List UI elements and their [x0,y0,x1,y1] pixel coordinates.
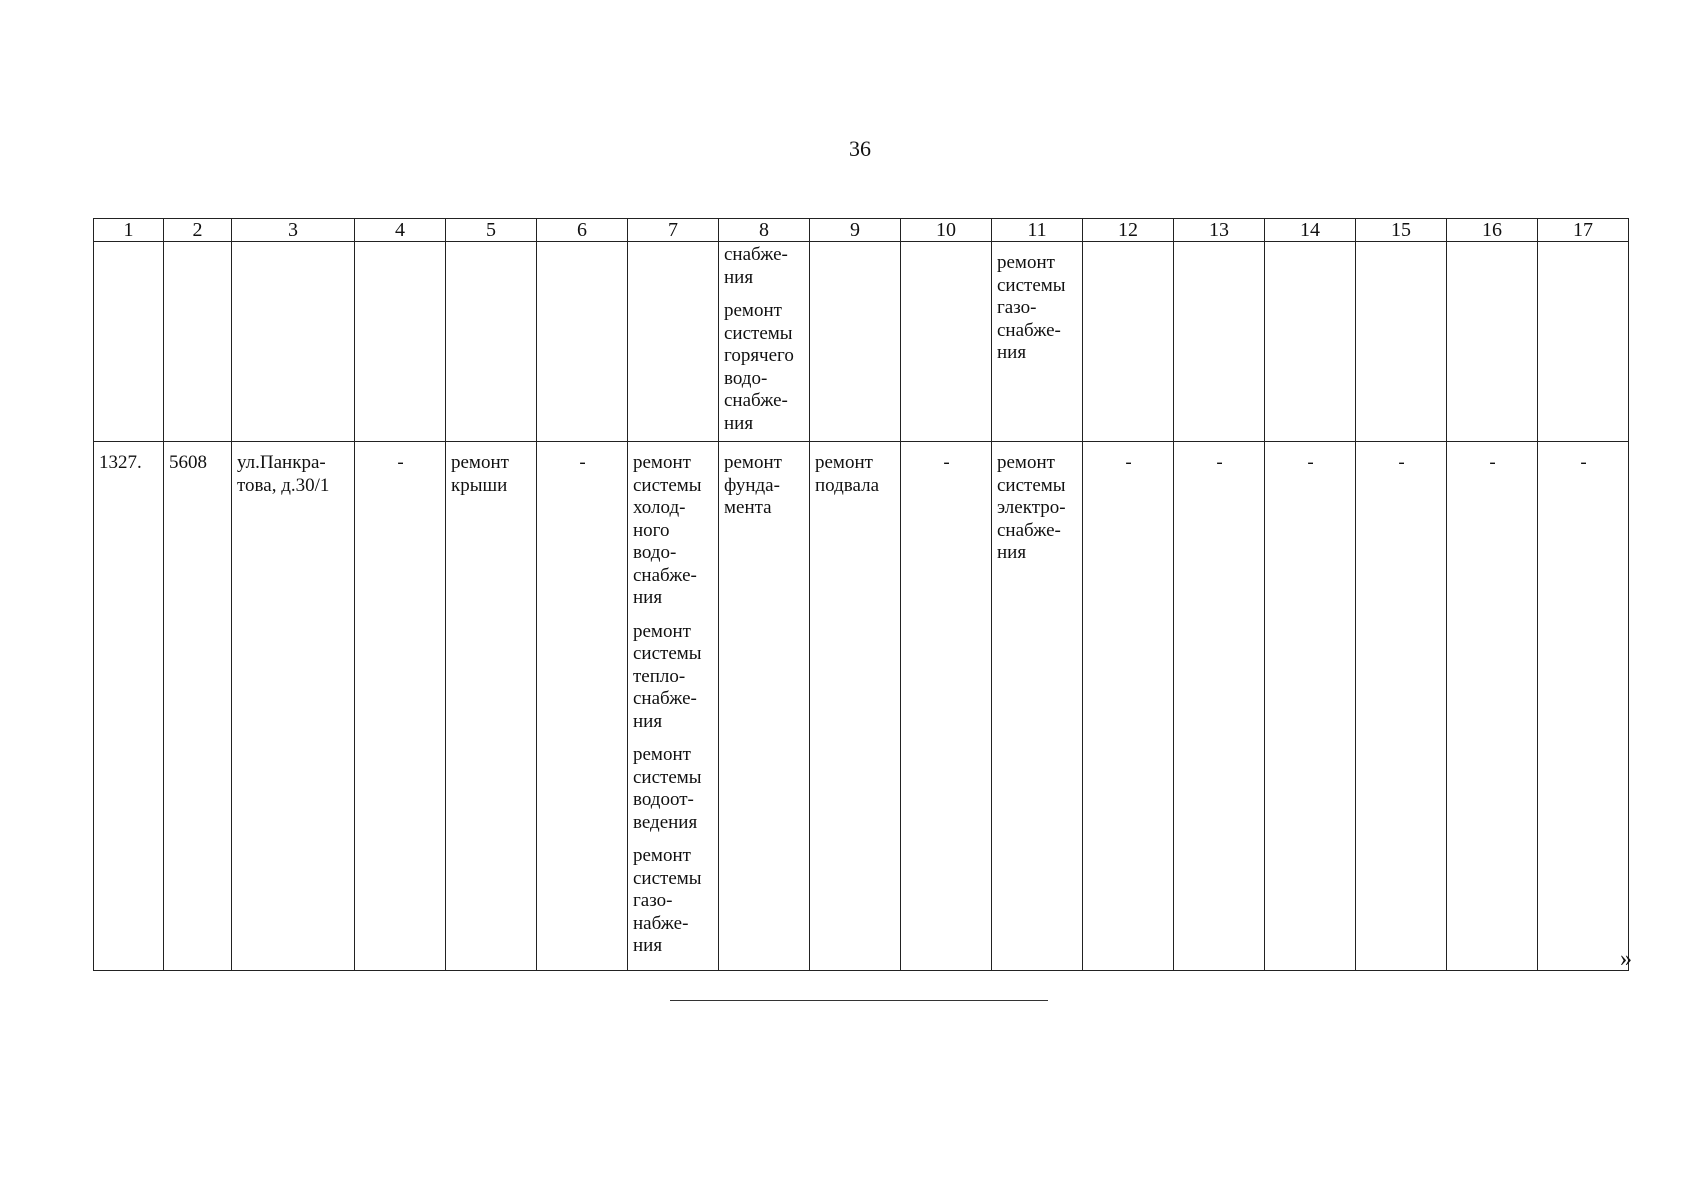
table-row [94,442,1629,971]
cont-cell-1 [94,242,164,442]
address-cell [232,442,355,971]
footer-rule [670,1000,1048,1001]
register-table [93,218,1629,971]
cell-text: снабже- [997,519,1061,541]
cell-text: ния [997,542,1027,563]
building-code: 5608 [164,442,232,971]
cell-text: холод- [633,497,686,518]
cell-text: водо- [633,542,677,563]
work-cell-11 [992,442,1083,971]
col-number-11: 11 [992,219,1083,242]
cell-text: това, д.30/1 [237,474,330,496]
cell-text: ния [724,412,754,434]
work-item [724,300,805,435]
col-number-10: 10 [901,219,992,242]
cell-text: системы [724,322,793,344]
cell-text: снабже- [724,390,788,411]
cont-cell-4 [355,242,446,442]
cont-cell-17 [1538,242,1629,442]
work-item [633,621,714,734]
row-number: 1327. [94,442,164,971]
col-number-7: 7 [628,219,719,242]
cell-text: системы [633,867,702,889]
work-cell-7 [628,442,719,971]
work-item [633,452,714,610]
cont-cell-10 [901,242,992,442]
cell-text: горячего [724,345,794,366]
cell-text: ремонт [724,300,782,321]
col-number-4: 4 [355,219,446,242]
cell-text: системы [633,474,702,496]
cont-cell-11 [992,242,1083,442]
cell-text: снабже- [997,319,1061,341]
cell-text: набже- [633,912,689,934]
cont-cell-7 [628,242,719,442]
dash-cell: - [355,442,446,971]
cont-cell-5 [446,242,537,442]
work-cell-5 [446,442,537,971]
cell-text: ремонт [997,452,1055,473]
dash-cell: - [901,442,992,971]
col-number-15: 15 [1356,219,1447,242]
cont-cell-15 [1356,242,1447,442]
col-number-2: 2 [164,219,232,242]
cell-text: ведения [633,811,698,833]
cell-text: системы [633,643,702,664]
cell-text: ремонт [724,452,782,473]
cell-text: фунда- [724,474,780,496]
work-cell-9 [810,442,901,971]
cell-text: снабже- [633,564,697,586]
cell-text: ния [724,266,754,288]
cell-text: электро- [997,497,1066,518]
cell-text: ния [633,710,663,732]
col-number-3: 3 [232,219,355,242]
cell-text: ремонт [451,452,509,473]
cell-text: водоот- [633,789,694,810]
col-number-8: 8 [719,219,810,242]
work-item [633,845,714,958]
column-number-row [94,219,1629,242]
col-number-16: 16 [1447,219,1538,242]
cont-cell-2 [164,242,232,442]
cell-text: газо- [633,890,673,911]
cont-cell-8 [719,242,810,442]
continuation-row [94,242,1629,442]
work-cell-8 [719,442,810,971]
col-number-14: 14 [1265,219,1356,242]
cell-text: ного [633,519,670,541]
closing-quote: » [1620,946,1632,972]
col-number-17: 17 [1538,219,1629,242]
cont-cell-12 [1083,242,1174,442]
cell-text: ремонт [997,252,1055,273]
cell-text: ул.Панкра- [237,452,326,473]
cell-text: системы [997,474,1066,496]
cell-text: ремонт [633,845,691,866]
cont-cell-13 [1174,242,1265,442]
cell-text: ремонт [633,744,691,765]
dash-cell: - [1356,442,1447,971]
cell-text: снабже- [724,244,788,265]
cont-cell-3 [232,242,355,442]
cell-text: ния [633,935,663,956]
cont-cell-16 [1447,242,1538,442]
cell-text: снабже- [633,688,697,709]
col-number-9: 9 [810,219,901,242]
dash-cell: - [1174,442,1265,971]
cont-cell-9 [810,242,901,442]
cell-text: ремонт [815,452,873,473]
work-item [997,252,1078,365]
work-item [633,744,714,834]
cont-cell-6 [537,242,628,442]
cell-text: газо- [997,297,1037,318]
cell-text: системы [997,274,1066,296]
cell-text: тепло- [633,665,686,687]
page-number: 36 [849,136,871,161]
col-number-13: 13 [1174,219,1265,242]
cell-text: водо- [724,367,768,389]
dash-cell: - [1265,442,1356,971]
cell-text: ремонт [633,620,691,642]
cell-text: мента [724,497,772,518]
dash-cell: - [1538,442,1629,971]
cell-text: подвала [815,474,880,496]
cell-text: крыши [451,474,508,496]
col-number-12: 12 [1083,219,1174,242]
col-number-1: 1 [94,219,164,242]
cell-text: ремонт [633,452,691,473]
cell-text: системы [633,766,702,788]
dash-cell: - [1083,442,1174,971]
col-number-6: 6 [537,219,628,242]
dash-cell: - [537,442,628,971]
cell-text: ния [997,342,1027,363]
cell-text: ния [633,587,663,608]
col-number-5: 5 [446,219,537,242]
cont-cell-14 [1265,242,1356,442]
work-item [724,244,805,289]
dash-cell: - [1447,442,1538,971]
